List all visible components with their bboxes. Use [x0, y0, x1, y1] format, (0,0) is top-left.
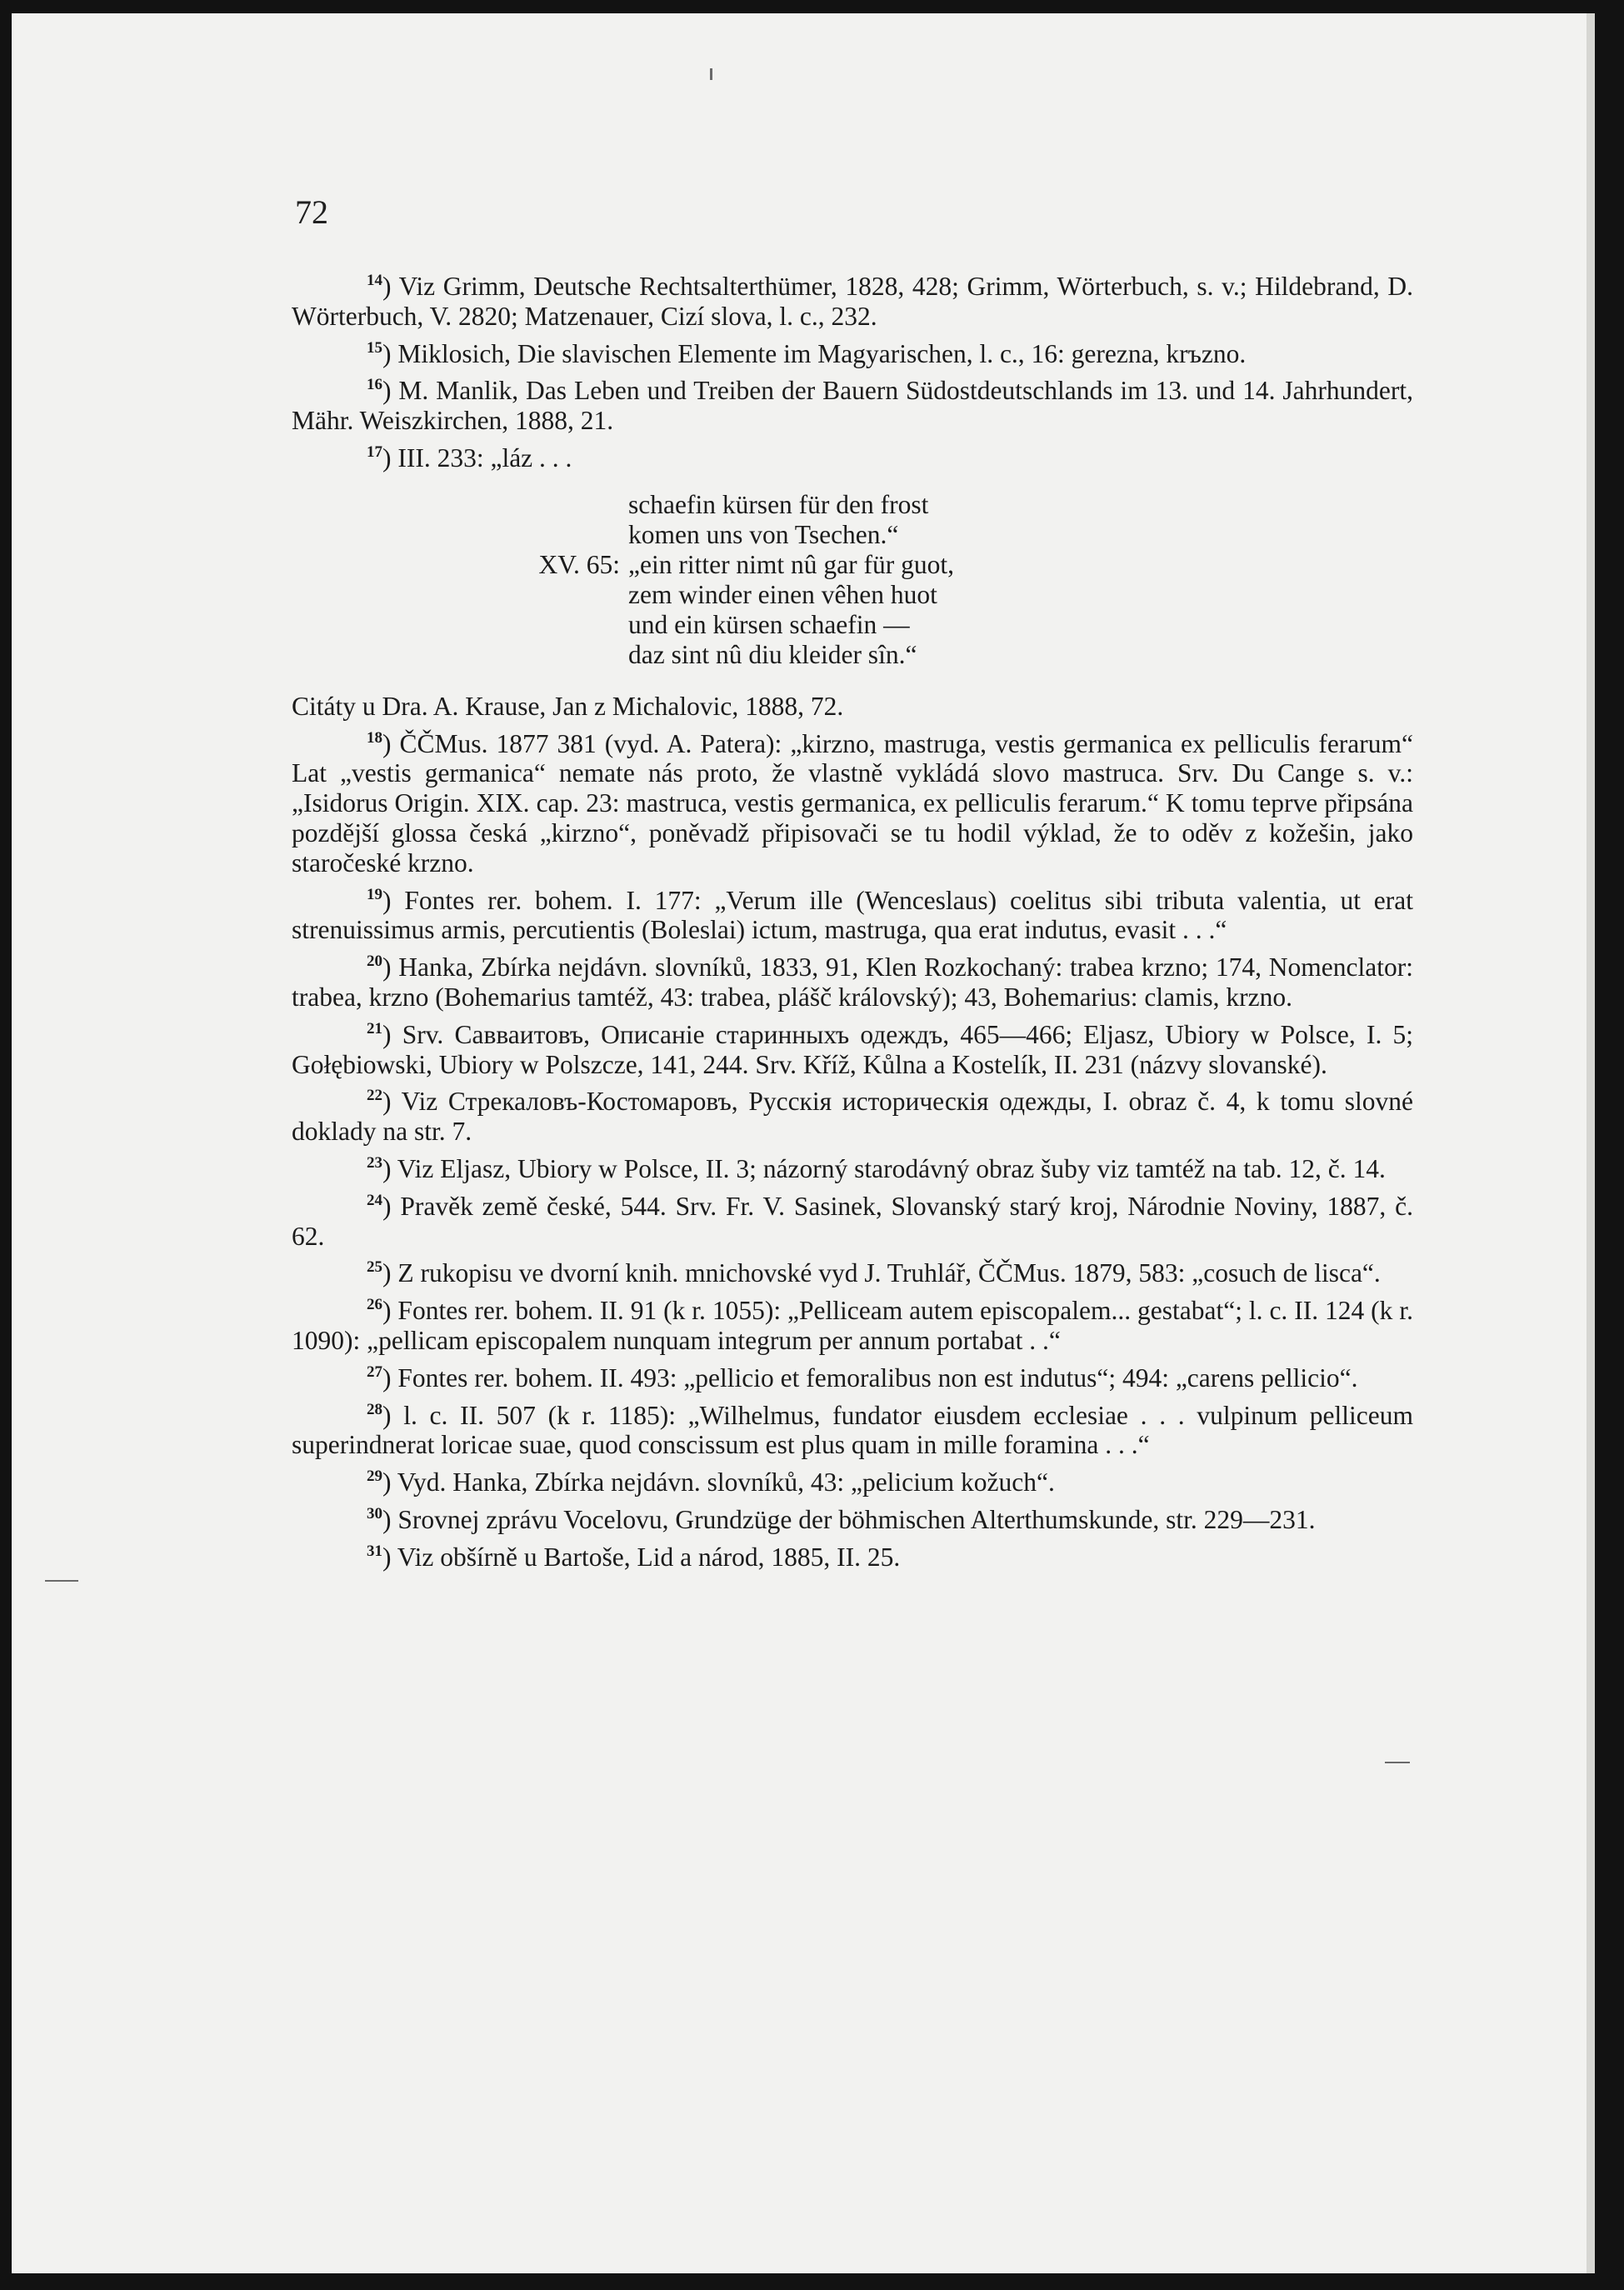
footnote-text: Viz obšírně u Bartoše, Lid a národ, 1885, II. 25. — [397, 1542, 901, 1572]
verse-reference: XV. 65: — [538, 549, 620, 579]
footnote-19: $^{19}$) Fontes rer. bohem. I. 177: „Verum ille (Wenceslaus) coelitus sibi tributa valentia, ut erat strenuissimus armis, percutientis (Boleslai) ictum, mastruga, qua erat indutus, evasit . . .“ — [292, 885, 1414, 945]
verse-line: und ein kürsen schaefin — — [628, 609, 910, 639]
footnotes — [292, 272, 1413, 1580]
footnote-number: 21 — [367, 1019, 382, 1038]
footnote-20: $^{20}$) Hanka, Zbírka nejdávn. slovníků, 1833, 91, Klen Rozkochaný: trabea krzno; 174, Nomenclator: trabea, krzno (Bohemarius tamtéž, 43: trabea, plášč královský); 43, Bohemarius: clamis, krzno. — [292, 952, 1413, 1012]
footnote-number: 19 — [367, 885, 382, 903]
footnote-number: 20 — [367, 952, 382, 971]
footnote-text: Fontes rer. bohem. II. 91 (k r. 1055): „Pelliceam autem episcopalem... gestabat“; l. c. II. 124 (k r. 1090): „pellicam episcopalem nunquam integrum per annum portabat . .“ — [292, 1296, 1413, 1355]
footnote-number: 30 — [367, 1504, 382, 1522]
scan-speck — [45, 1580, 78, 1582]
footnote-21: $^{21}$) Srv. Савваитовъ, Описаніе старинныхъ одеждъ, 465—466; Eljasz, Ubiory w Polsce, I. 5; Gołębiowski, Ubiory w Polszcze, 141, 244. Srv. Kříž, Kůlna a Kostelík, II. 231 (názvy slovanské). — [292, 1019, 1414, 1079]
footnote-number: 18 — [367, 728, 382, 747]
footnote-text: Srovnej zprávu Vocelovu, Grundzüge der böhmischen Alterthumskunde, str. 229—231. — [397, 1504, 1316, 1534]
verse-quotation — [292, 490, 1413, 670]
footnote-18: $^{18}$) ČČMus. 1877 381 (vyd. A. Patera): „kirzno, mastruga, vestis germanica ex pelliculis ferarum“ Lat „vestis germanica“ nemate nás proto, že vlastně vykládá slovo mastruca. Srv. Du Cange s. v.: „Isidorus Origin. XIX. cap. 23: mastruca, vestis germanica, ex pelliculis ferarum.“ K tomu teprve připsána pozdější glossa česká „kirzno“, poněvadž připisovači se tu hodil výklad, že to oděv z kožešin, jako staročeské krzno. — [292, 728, 1413, 878]
footnote-29: $^{29}$) Vyd. Hanka, Zbírka nejdávn. slovníků, 43: „pelicium kožuch“. — [367, 1468, 1055, 1498]
footnote-28: $^{28}$) l. c. II. 507 (k r. 1185): „Wilhelmus, fundator eiusdem ecclesiae . . . vulpinum pelliceum superindnerat loricae suae, quod conscissum est plus quam in mille foramina . . .“ — [292, 1400, 1414, 1460]
footnote-text: Fontes rer. bohem. I. 177: „Verum ille (Wenceslaus) coelitus sibi tributa valentia, ut erat strenuissimus armis, percutientis (Boleslai) ictum, mastruga, qua erat indutus, evasit . . .“ — [292, 885, 1414, 945]
book-page — [12, 13, 1595, 2273]
footnote-number: 25 — [367, 1258, 382, 1277]
footnote-text: III. 233: „láz . . . — [397, 442, 572, 472]
footnote-number: 14 — [367, 272, 382, 289]
verse-line: zem winder einen vêhen huot — [628, 579, 937, 609]
footnote-text: l. c. II. 507 (k r. 1185): „Wilhelmus, fundator eiusdem ecclesiae . . . vulpinum pelliceum superindnerat loricae suae, quod conscissum est plus quam in mille foramina . . .“ — [292, 1400, 1414, 1460]
footnote-25: $^{25}$) Z rukopisu ve dvorní knih. mnichovské vyd J. Truhlář, ČČMus. 1879, 583: „cosuch de lisca“. — [367, 1258, 1381, 1288]
citation: Citáty u Dra. A. Krause, Jan z Michalovic, 1888, 72. — [292, 691, 844, 721]
footnote-30: $^{30}$) Srovnej zprávu Vocelovu, Grundzüge der böhmischen Alterthumskunde, str. 229—231. — [367, 1504, 1316, 1534]
footnote-24: $^{24}$) Pravěk země české, 544. Srv. Fr. V. Sasinek, Slovanský starý kroj, Národnie Noviny, 1887, č. 62. — [292, 1191, 1413, 1251]
footnote-26: $^{26}$) Fontes rer. bohem. II. 91 (k r. 1055): „Pelliceam autem episcopalem... gestabat“; l. c. II. 124 (k r. 1090): „pellicam episcopalem nunquam integrum per annum portabat . .“ — [292, 1296, 1413, 1355]
footnote-text: Hanka, Zbírka nejdávn. slovníků, 1833, 91, Klen Rozkochaný: trabea krzno; 174, Nomenclator: trabea, krzno (Bohemarius tamtéž, 43: trabea, plášč královský); 43, Bohemarius: clamis, krzno. — [292, 952, 1413, 1012]
verse-reference — [292, 490, 628, 520]
footnote-14: $^{14}$) Viz Grimm, Deutsche Rechtsalterthümer, 1828, 428; Grimm, Wörterbuch, s. v.; Hildebrand, D. Wörterbuch, V. 2820; Matzenauer, Cizí slova, l. c., 232. — [292, 272, 1413, 331]
footnote-number: 29 — [367, 1468, 382, 1486]
footnote-text: Miklosich, Die slavischen Elemente im Magyarischen, l. c., 16: gerezna, krъzno. — [397, 338, 1247, 368]
footnote-number: 26 — [367, 1296, 382, 1314]
verse-line: „ein ritter nimt nû gar für guot, — [628, 549, 955, 579]
verse-line: daz sint nû diu kleider sîn.“ — [628, 639, 917, 669]
footnote-text: Vyd. Hanka, Zbírka nejdávn. slovníků, 43: „pelicium kožuch“. — [397, 1468, 1055, 1498]
footnote-15: $^{15}$) Miklosich, Die slavischen Elemente im Magyarischen, l. c., 16: gerezna, krъzno. — [367, 338, 1247, 368]
page-number: 72 — [295, 193, 328, 231]
footnote-text: Viz Grimm, Deutsche Rechtsalterthümer, 1828, 428; Grimm, Wörterbuch, s. v.; Hildebrand, D. Wörterbuch, V. 2820; Matzenauer, Cizí slova, l. c., 232. — [292, 272, 1413, 331]
footnote-text: Pravěk země české, 544. Srv. Fr. V. Sasinek, Slovanský starý kroj, Národnie Noviny, 1887, č. 62. — [292, 1191, 1413, 1251]
footnote-number: 27 — [367, 1362, 382, 1381]
footnote-text: Fontes rer. bohem. II. 493: „pellicio et femoralibus non est indutus“; 494: „carens pellicio“. — [397, 1362, 1358, 1392]
footnote-17: $^{17}$) III. 233: „láz . . . — [367, 442, 572, 472]
footnote-number: 28 — [367, 1400, 382, 1418]
footnote-text: Srv. Савваитовъ, Описаніе старинныхъ одеждъ, 465—466; Eljasz, Ubiory w Polsce, I. 5; Gołębiowski, Ubiory w Polszcze, 141, 244. Srv. Kříž, Kůlna a Kostelík, II. 231 (názvy slovanské). — [292, 1019, 1414, 1079]
scan-speck — [1385, 1762, 1410, 1763]
footnote-number: 31 — [367, 1542, 382, 1560]
footnote-number: 24 — [367, 1191, 382, 1209]
footnote-text: Z rukopisu ve dvorní knih. mnichovské vyd J. Truhlář, ČČMus. 1879, 583: „cosuch de lisca“. — [397, 1258, 1381, 1288]
footnote-number: 17 — [367, 442, 382, 461]
footnote-text: M. Manlik, Das Leben und Treiben der Bauern Südostdeutschlands im 13. und 14. Jahrhundert, Mähr. Weiszkirchen, 1888, 21. — [292, 376, 1413, 436]
footnote-31: $^{31}$) Viz obšírně u Bartoše, Lid a národ, 1885, II. 25. — [367, 1542, 901, 1572]
footnote-number: 23 — [367, 1153, 382, 1172]
footnote-22: $^{22}$) Viz Стрекаловъ-Костомаровъ, Русскія историческія одежды, I. obraz č. 4, k tomu slovné doklady na str. 7. — [292, 1087, 1414, 1147]
verse-line: komen uns von Tsechen.“ — [628, 519, 899, 549]
footnote-text: ČČMus. 1877 381 (vyd. A. Patera): „kirzno, mastruga, vestis germanica ex pelliculis ferarum“ Lat „vestis germanica“ nemate nás proto, že vlastně vykládá slovo mastruca. Srv. Du Cange s. v.: „Isidorus Origin. XIX. cap. 23: mastruca, vestis germanica, ex pelliculis ferarum.“ K tomu teprve připsána pozdější glossa česká „kirzno“, poněvadž připisovači se tu hodil výklad, že to oděv z kožešin, jako staročeské krzno. — [292, 728, 1413, 878]
footnote-number: 22 — [367, 1087, 382, 1105]
footnote-23: $^{23}$) Viz Eljasz, Ubiory w Polsce, II. 3; názorný starodávný obraz šuby viz tamtéž na tab. 12, č. 14. — [367, 1153, 1386, 1183]
verse-line: schaefin kürsen für den frost — [628, 489, 929, 519]
footnote-number: 15 — [367, 338, 382, 357]
verse-lines — [628, 550, 1413, 670]
footnote-27: $^{27}$) Fontes rer. bohem. II. 493: „pellicio et femoralibus non est indutus“; 494: „carens pellicio“. — [367, 1362, 1358, 1392]
footnote-text: Viz Eljasz, Ubiory w Polsce, II. 3; názorný starodávný obraz šuby viz tamtéž na tab. 12, č. 14. — [397, 1153, 1386, 1183]
footnote-number: 16 — [367, 376, 382, 394]
footnote-16: $^{16}$) M. Manlik, Das Leben und Treiben der Bauern Südostdeutschlands im 13. und 14. Jahrhundert, Mähr. Weiszkirchen, 1888, 21. — [292, 376, 1413, 436]
scan-speck — [710, 68, 712, 80]
footnote-text: Viz Стрекаловъ-Костомаровъ, Русскія историческія одежды, I. obraz č. 4, k tomu slovné doklady na str. 7. — [292, 1087, 1414, 1147]
verse-lines — [628, 490, 1413, 550]
